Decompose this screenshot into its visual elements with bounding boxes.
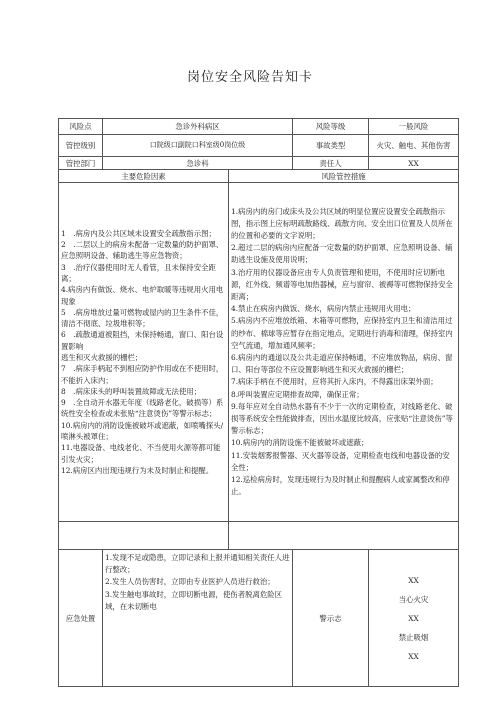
hazard-item: 10.病房内的消防设施被破坏或遮蔽，如喷嘴探头/喷淋头被罩住； (61, 420, 224, 442)
emergency-item: 2.发生人员伤害时，立即由专业医护人员进行救治； (105, 577, 275, 587)
emergency-item: 1.发现不足或隐患，立即记录和上报并通知相关责任人进行整改； (105, 553, 290, 575)
measure-item: 10.病房内的消防设施不能被破坏或遮蔽； (231, 438, 369, 448)
hazard-item: 3 .治疗仪器使用时无人看管，且未保持安全距离； (61, 262, 216, 283)
hazards-list (59, 183, 229, 522)
notice-label: 警示志 (293, 550, 369, 687)
measure-item: 5.病房内不应堆放纸箱、木箱等可燃物，应保持室内卫生和清洁用过的纱布、棉球等应暂存在指定地点，定期进行消毒和清理，保持室内空气流通，增加通风频率； (231, 316, 453, 350)
measure-item: 4.禁止在病房内做饭、烧水，病房内禁止违规用火用电； (231, 304, 416, 314)
hazard-item: 6 .疏散通道被阻挡，未保持畅通，窗口、阳台设置影响 (61, 330, 224, 351)
row-section-headers (59, 170, 459, 183)
measure-item: 8.呼叫装置应定期排查故障，确保正常； (231, 389, 364, 399)
measures-header: 风险管控措施 (229, 170, 459, 183)
hazard-item: 11.电器设备、电线老化、不当使用火源等都可能引发火灾； (61, 443, 221, 464)
row-risk-point (59, 119, 459, 135)
emergency-label: 应急处置 (59, 550, 103, 687)
measure-item: 9.每年应对全自动热水器有不少于一次的定期检查，对线路老化、破损等系统安全性能做排查，因出水温度比较高，应张贴“注意烫伤”等警示标志； (231, 401, 453, 436)
row-spacer (59, 522, 459, 550)
notice-line: 当心火灾 (398, 594, 429, 604)
hazard-item: 12.病房区内出现违规行为未及时制止和提醒。 (61, 465, 214, 475)
measure-item: 2.超过二层的病房内应配备一定数量的防护面罩、应急照明设备、辅助逃生设施及使用说明； (231, 243, 453, 265)
measure-item: 11.安装烟雾报警器、灭火器等设备，定期检查电线和电器设备的安全性； (231, 450, 450, 472)
spacer-right (229, 522, 459, 550)
spacer-left (59, 522, 229, 550)
measure-item: 3.治疗用的仪器设备应由专人负责管理和使用，不使用时应切断电源，红外线、频谱等电加热器械，应与窗帘、被褥等可燃物保持安全距离； (231, 267, 453, 301)
notice-signs (369, 550, 459, 687)
measure-item: 1.病房内的房门或床头及公共区域的明显位置应设置安全疏散指示图，指示图上应标明疏散路线、疏散方向、安全出口位置及人员所在的位置和必要的文字说明； (231, 206, 453, 240)
owner-label: 责任人 (293, 157, 369, 170)
hazard-item: 9 .全自动开水器无年度（线路老化，破损等）系统性安全检查或未张贴“注意烫伤”等警示标志； (61, 398, 224, 419)
hazards-header: 主要危险因素 (59, 170, 229, 183)
risk-point-label: 风险点 (59, 119, 103, 135)
notice-line: 禁止吸烟 (398, 632, 429, 642)
risk-level-value: 一般风险 (369, 119, 459, 135)
measure-item: 6.病房内的通道以及公共走道应保持畅通，不应堆放物品，病房、窗口、阳台等部位不应设置影响逃生和灭火救援的栅栏； (231, 353, 453, 375)
notice-line: XX (408, 575, 419, 585)
row-body (59, 183, 459, 522)
row-control-level (59, 135, 459, 157)
hazard-item: 2 .二层以上的病房未配备一定数量的防护面罩、应急照明设备、辅助逃生等应急物资； (61, 240, 224, 261)
measure-item: 7.病床手柄在不使用时，应将其折入床内，不得露出床架外面； (231, 377, 438, 387)
hazard-item: 7 .病床手柄起不到相应防护作用或在不使用时，不能折入床内； (61, 364, 224, 385)
control-dept-value: 急诊科 (103, 157, 293, 170)
emergency-item: 3.发生触电事故时，立即切断电源，使伤者脱离危险区域，在未切断电 (105, 589, 283, 611)
hazard-item: 8 .病床床头的呼叫装置故障或无法使用； (61, 386, 202, 396)
row-emergency (59, 550, 459, 687)
hazard-item: 4.病房内有做饭、烧水、电炉取暖等违规用火用电现象 (61, 285, 224, 306)
row-control-dept (59, 157, 459, 170)
risk-level-label: 风险等级 (293, 119, 369, 135)
hazard-item: 5 .病房堆放过量可燃物或屋内的卫生条件不佳，清洁不彻底、垃圾堆积等； (61, 307, 224, 329)
risk-point-value: 急诊外科病区 (103, 119, 293, 135)
hazard-item: 逃生和灭火救援的栅栏； (61, 353, 143, 362)
accident-type-value: 火灾、触电、其他伤害 (369, 135, 459, 157)
hazard-item: 1 .病房内及公共区域未设置安全疏散指示图； (61, 228, 216, 238)
owner-value: XX (369, 157, 459, 170)
notice-line: XX (408, 651, 419, 661)
control-dept-label: 管控部门 (59, 157, 103, 170)
emergency-measures (103, 550, 293, 687)
measures-list (229, 183, 459, 522)
notice-line: XX (408, 613, 419, 623)
page-title: 岗位安全风险告知卡 (186, 70, 313, 85)
measure-item: 12.巡检病房时，发现违规行为及时制止和提醒病人或家属整改和停止。 (231, 475, 450, 497)
control-level-label: 管控级别 (59, 135, 103, 157)
risk-notice-table (58, 118, 459, 687)
accident-type-label: 事故类型 (293, 135, 369, 157)
control-level-value: 口院级口副院口科室级0岗位级 (103, 135, 293, 157)
